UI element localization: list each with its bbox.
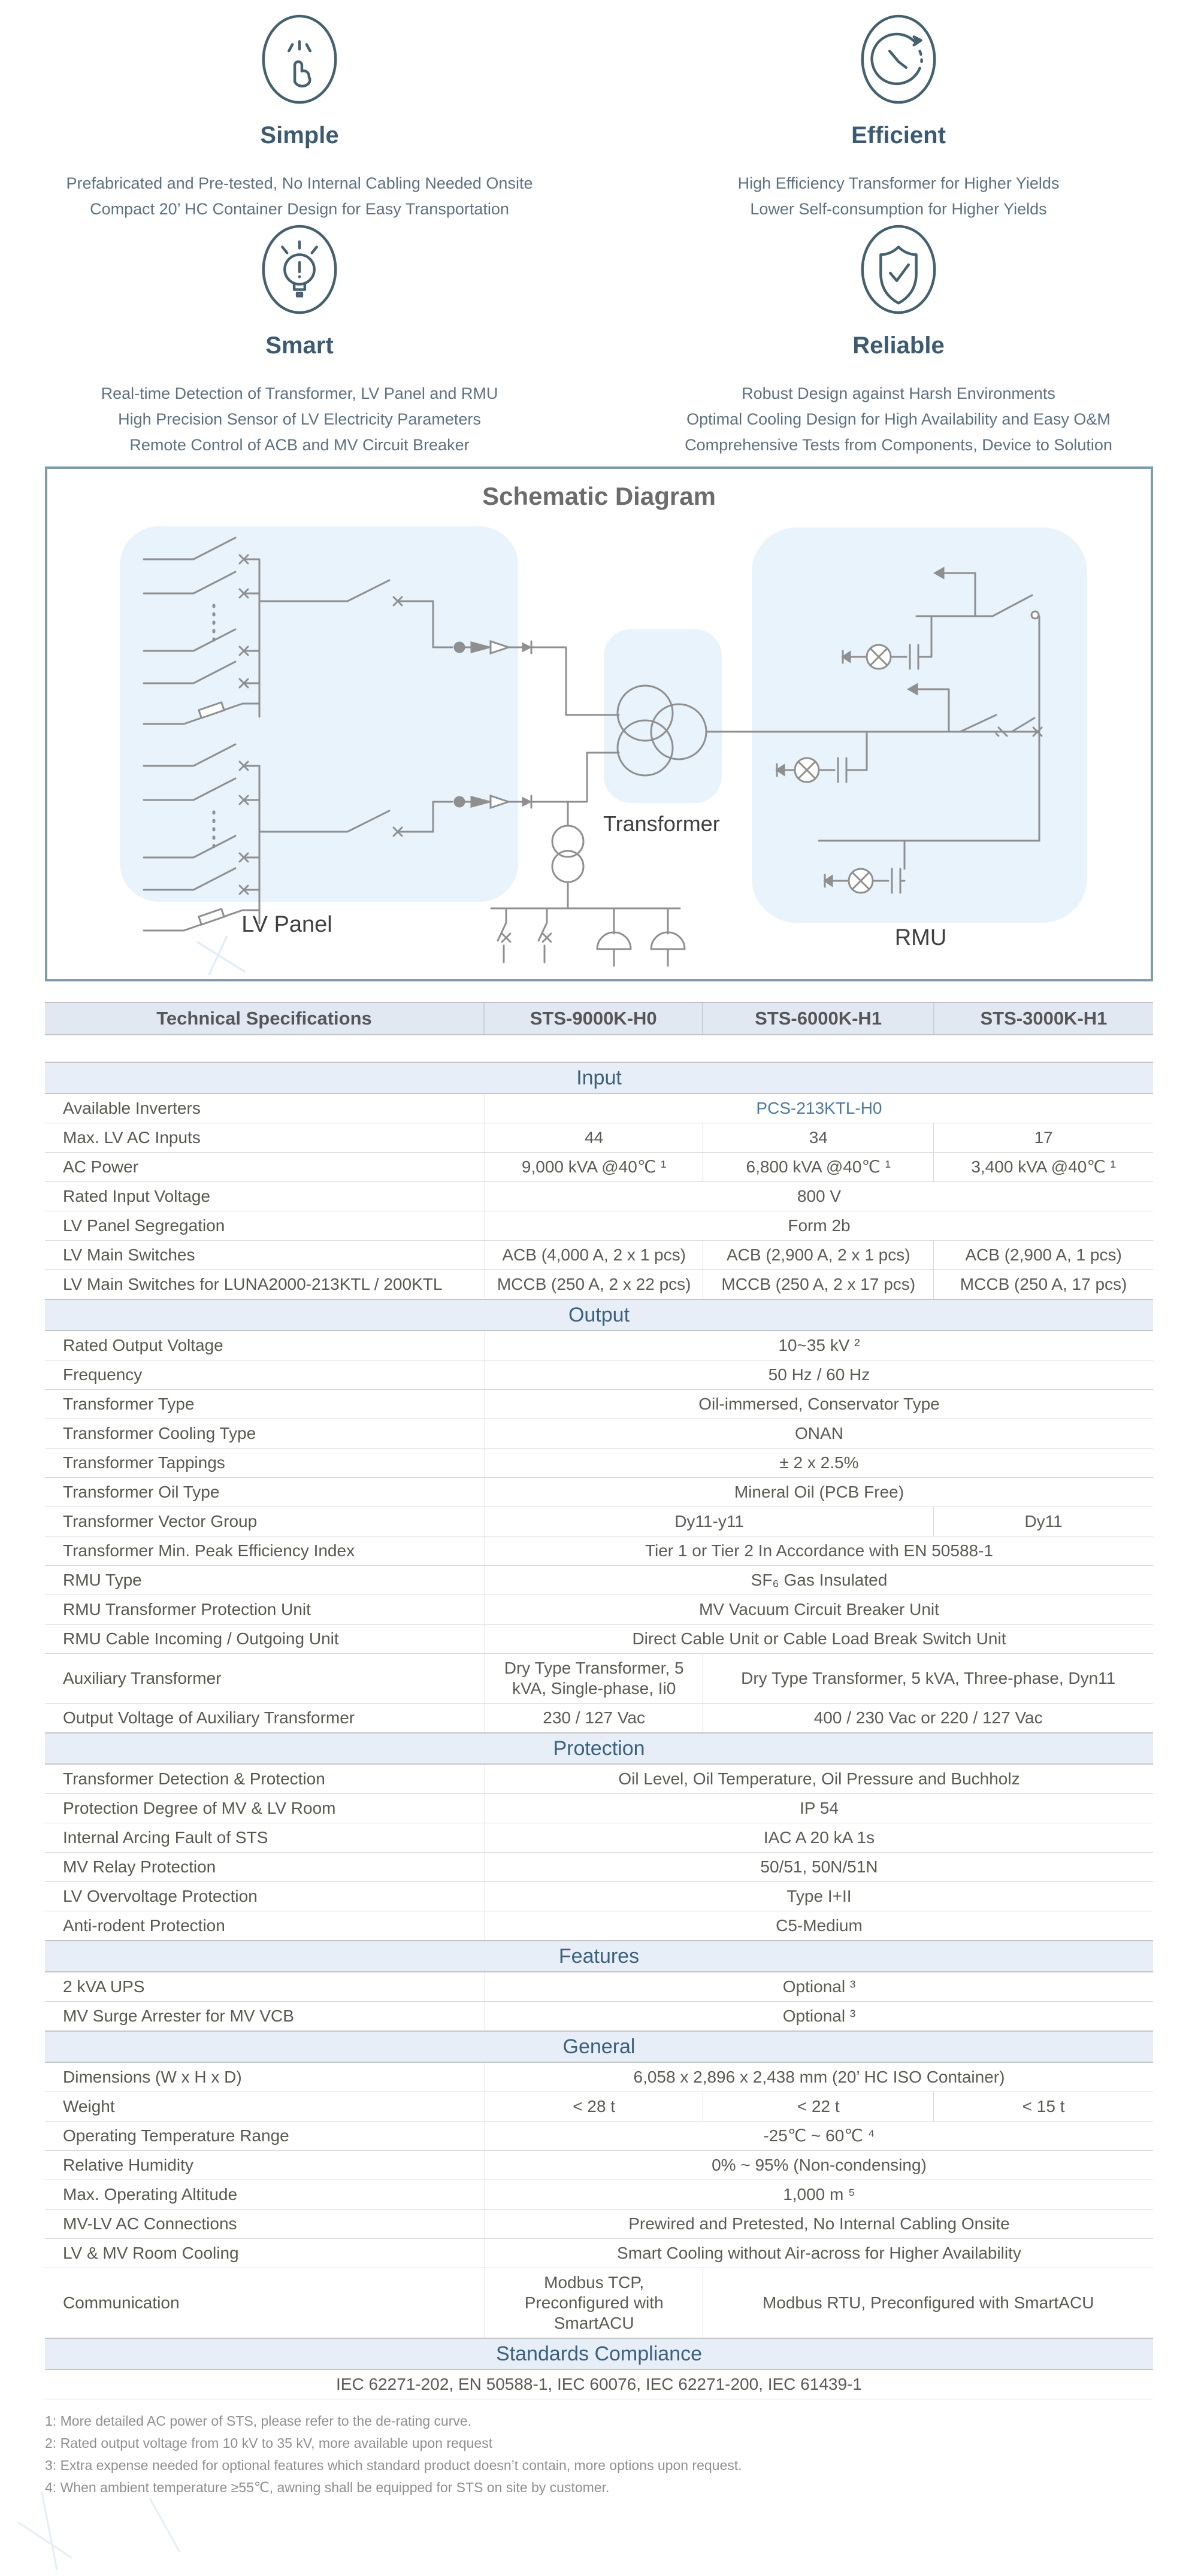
spec-value: 9,000 kVA @40℃ ¹ xyxy=(485,1153,703,1182)
feature-description-line: Remote Control of ACB and MV Circuit Breaker xyxy=(129,436,470,454)
spec-value: < 15 t xyxy=(934,2092,1153,2122)
feature-description-line: High Efficiency Transformer for Higher Yields xyxy=(737,174,1060,192)
spec-label: Transformer Cooling Type xyxy=(45,1419,485,1448)
spec-row xyxy=(45,1882,1153,1911)
spec-row xyxy=(45,2239,1153,2268)
section-header: Output xyxy=(45,1299,1153,1331)
feature-description-line: Real-time Detection of Transformer, LV Panel and RMU xyxy=(101,384,498,402)
spec-value: MCCB (250 A, 17 pcs) xyxy=(934,1270,1153,1300)
spec-value: SF₆ Gas Insulated xyxy=(485,1566,1153,1595)
spec-value: Modbus RTU, Preconfigured with SmartACU xyxy=(703,2268,1153,2339)
footnote-line: 4: When ambient temperature ≥55℃, awning shall be equipped for STS on site by customer. xyxy=(45,2480,610,2495)
spec-row xyxy=(45,1853,1153,1882)
feature-description-line: Compact 20’ HC Container Design for Easy Transportation xyxy=(90,200,509,218)
spec-value: -25℃ ~ 60℃ ⁴ xyxy=(485,2122,1153,2151)
section-header: General xyxy=(45,2031,1153,2062)
spec-row xyxy=(45,2268,1153,2339)
feature-description-line: Prefabricated and Pre-tested, No Internal Cabling Needed Onsite xyxy=(66,174,533,192)
spec-value: 800 V xyxy=(485,1182,1153,1211)
spec-row xyxy=(45,1360,1153,1390)
rmu-region xyxy=(752,528,1087,923)
spec-value: 50 Hz / 60 Hz xyxy=(485,1360,1153,1390)
spec-value: MV Vacuum Circuit Breaker Unit xyxy=(485,1595,1153,1625)
spec-value: 3,400 kVA @40℃ ¹ xyxy=(934,1153,1153,1182)
section-row-general xyxy=(45,2031,1153,2062)
section-row-protection xyxy=(45,1733,1153,1764)
shield-check-icon xyxy=(857,222,940,317)
spec-value: Tier 1 or Tier 2 In Accordance with EN 50588-1 xyxy=(485,1536,1153,1566)
spec-label: RMU Transformer Protection Unit xyxy=(45,1595,485,1625)
watermark-lines-bottom xyxy=(0,2486,216,2576)
spec-row xyxy=(45,1823,1153,1853)
feature-description-line: High Precision Sensor of LV Electricity Parameters xyxy=(118,410,481,428)
feature-description-line: Robust Design against Harsh Environments xyxy=(742,384,1055,402)
spec-row xyxy=(45,1153,1153,1182)
spec-row xyxy=(45,1478,1153,1507)
spec-row xyxy=(45,2122,1153,2151)
spec-value: MCCB (250 A, 2 x 17 pcs) xyxy=(703,1270,934,1300)
spec-label: Anti-rodent Protection xyxy=(45,1911,485,1941)
spec-value: IEC 62271-202, EN 50588-1, IEC 60076, IEC 62271-200, IEC 61439-1 xyxy=(45,2369,1153,2399)
spec-value: 0% ~ 95% (Non-condensing) xyxy=(485,2151,1153,2180)
spec-value: Dry Type Transformer, 5 kVA, Three-phase, Dyn11 xyxy=(703,1654,1153,1704)
efficiency-clock-icon xyxy=(857,12,940,107)
spec-row xyxy=(45,1794,1153,1823)
spec-value: ± 2 x 2.5% xyxy=(485,1448,1153,1478)
spec-row xyxy=(45,1241,1153,1270)
spec-value: IAC A 20 kA 1s xyxy=(485,1823,1153,1853)
spec-value: ACB (4,000 A, 2 x 1 pcs) xyxy=(485,1241,703,1270)
spec-label: Internal Arcing Fault of STS xyxy=(45,1823,485,1853)
spec-value: 34 xyxy=(703,1123,934,1153)
transformer-region xyxy=(604,629,722,803)
section-header: Features xyxy=(45,1941,1153,1972)
spec-row xyxy=(45,1123,1153,1153)
spec-value: Optional ³ xyxy=(485,1972,1153,2002)
section-header: Protection xyxy=(45,1733,1153,1764)
spec-label: Communication xyxy=(45,2268,485,2339)
spec-value: Oil-immersed, Conservator Type xyxy=(485,1390,1153,1419)
spec-row xyxy=(45,2180,1153,2210)
single-line-diagram xyxy=(47,469,1151,979)
section-header: Input xyxy=(45,1062,1153,1093)
spec-value: 6,800 kVA @40℃ ¹ xyxy=(703,1153,934,1182)
header-model-sts-9000k-h0: STS-9000K-H0 xyxy=(483,1003,702,1034)
spec-label: Auxiliary Transformer xyxy=(45,1654,485,1704)
spec-value: Direct Cable Unit or Cable Load Break Switch Unit xyxy=(485,1625,1153,1654)
spec-label: Transformer Oil Type xyxy=(45,1478,485,1507)
spec-value: 10~35 kV ² xyxy=(485,1331,1153,1360)
feature-title: Smart xyxy=(265,332,334,359)
section-row-output xyxy=(45,1299,1153,1331)
spec-row xyxy=(45,1704,1153,1734)
spec-label: RMU Cable Incoming / Outgoing Unit xyxy=(45,1625,485,1654)
spec-value: 400 / 230 Vac or 220 / 127 Vac xyxy=(703,1704,1153,1734)
footnote-line: 3: Extra expense needed for optional features which standard product doesn’t contain, more options upon request. xyxy=(45,2457,742,2473)
spec-row xyxy=(45,2092,1153,2122)
footnote-line: 1: More detailed AC power of STS, please refer to the de-rating curve. xyxy=(45,2413,472,2429)
section-row-features xyxy=(45,1941,1153,1972)
feature-description-line: Comprehensive Tests from Components, Device to Solution xyxy=(685,436,1112,454)
spec-label: Transformer Min. Peak Efficiency Index xyxy=(45,1536,485,1566)
spec-value: ACB (2,900 A, 1 pcs) xyxy=(934,1241,1153,1270)
spec-label: Max. LV AC Inputs xyxy=(45,1123,485,1153)
spec-label: Frequency xyxy=(45,1360,485,1390)
spec-label: Transformer Type xyxy=(45,1390,485,1419)
spec-label: Transformer Detection & Protection xyxy=(45,1764,485,1794)
feature-description-line: Lower Self-consumption for Higher Yields xyxy=(750,200,1047,218)
feature-card-simple xyxy=(0,12,599,222)
spec-value: 50/51, 50N/51N xyxy=(485,1853,1153,1882)
spec-row xyxy=(45,2210,1153,2239)
spec-label: LV Main Switches for LUNA2000-213KTL / 200KTL xyxy=(45,1270,485,1300)
spec-value: Type I+II xyxy=(485,1882,1153,1911)
spec-label: LV Main Switches xyxy=(45,1241,485,1270)
feature-title: Reliable xyxy=(852,332,945,359)
section-row-standards-compliance xyxy=(45,2338,1153,2369)
lv-panel-label: LV Panel xyxy=(241,912,332,937)
spec-row xyxy=(45,1764,1153,1794)
spec-value: ACB (2,900 A, 2 x 1 pcs) xyxy=(703,1241,934,1270)
section-row-input xyxy=(45,1062,1153,1093)
spec-label: Weight xyxy=(45,2092,485,2122)
spec-label: MV Relay Protection xyxy=(45,1853,485,1882)
spec-value: 230 / 127 Vac xyxy=(485,1704,703,1734)
technical-specifications xyxy=(45,1002,1153,2399)
spec-value: 6,058 x 2,896 x 2,438 mm (20’ HC ISO Container) xyxy=(485,2062,1153,2092)
spec-label: Rated Output Voltage xyxy=(45,1331,485,1360)
spec-value: ONAN xyxy=(485,1419,1153,1448)
spec-row xyxy=(45,2002,1153,2032)
footnote-line: 2: Rated output voltage from 10 kV to 35 kV, more available upon request xyxy=(45,2435,493,2451)
spec-value: 1,000 m ⁵ xyxy=(485,2180,1153,2210)
spec-row xyxy=(45,1625,1153,1654)
feature-card-reliable xyxy=(599,222,1198,458)
spec-row xyxy=(45,1182,1153,1211)
spec-label: Transformer Tappings xyxy=(45,1448,485,1478)
feature-card-smart xyxy=(0,222,599,458)
spec-value: 44 xyxy=(485,1123,703,1153)
watermark-lines xyxy=(197,936,245,975)
spec-row xyxy=(45,1972,1153,2002)
spec-row xyxy=(45,1270,1153,1300)
header-technical-specifications: Technical Specifications xyxy=(156,1008,372,1029)
spec-row xyxy=(45,1093,1153,1123)
spec-label: LV Overvoltage Protection xyxy=(45,1882,485,1911)
spec-row xyxy=(45,1654,1153,1704)
spec-value: Optional ³ xyxy=(485,2002,1153,2032)
feature-description xyxy=(0,171,599,222)
spec-value: Smart Cooling without Air-across for Higher Availability xyxy=(485,2239,1153,2268)
spec-label: Available Inverters xyxy=(45,1093,485,1123)
spec-value: Dy11-y11 xyxy=(485,1507,933,1536)
feature-title: Efficient xyxy=(851,122,946,149)
spec-value: Dry Type Transformer, 5 kVA, Single-phase, Ii0 xyxy=(485,1654,703,1704)
spec-value: Dy11 xyxy=(934,1507,1153,1536)
spec-value: IP 54 xyxy=(485,1794,1153,1823)
spec-label: Protection Degree of MV & LV Room xyxy=(45,1794,485,1823)
spec-label: Output Voltage of Auxiliary Transformer xyxy=(45,1704,485,1734)
spec-value: < 28 t xyxy=(485,2092,703,2122)
spec-row xyxy=(45,1448,1153,1478)
feature-description-line: Optimal Cooling Design for High Availability and Easy O&M xyxy=(686,410,1111,428)
feature-title: Simple xyxy=(260,122,339,149)
snap-finger-icon xyxy=(258,12,341,107)
spec-label: 2 kVA UPS xyxy=(45,1972,485,2002)
spec-table xyxy=(45,1062,1153,2399)
spec-row xyxy=(45,1331,1153,1360)
transformer-label: Transformer xyxy=(603,811,720,836)
header-model-sts-6000k-h1: STS-6000K-H1 xyxy=(702,1003,933,1034)
spec-row xyxy=(45,1419,1153,1448)
spec-label: Operating Temperature Range xyxy=(45,2122,485,2151)
spec-label: Max. Operating Altitude xyxy=(45,2180,485,2210)
spec-table-header xyxy=(45,1002,1153,1035)
spec-label: Rated Input Voltage xyxy=(45,1182,485,1211)
spec-row xyxy=(45,2062,1153,2092)
spec-value: Mineral Oil (PCB Free) xyxy=(485,1478,1153,1507)
spec-label: MV-LV AC Connections xyxy=(45,2210,485,2239)
feature-description xyxy=(0,381,599,458)
feature-card-efficient xyxy=(599,12,1198,222)
spec-label: MV Surge Arrester for MV VCB xyxy=(45,2002,485,2032)
spec-row xyxy=(45,1595,1153,1625)
header-model-sts-3000k-h1: STS-3000K-H1 xyxy=(933,1003,1153,1034)
feature-highlights xyxy=(0,0,1198,458)
schematic-diagram-panel xyxy=(45,466,1153,981)
spec-label: RMU Type xyxy=(45,1566,485,1595)
lv-panel-region xyxy=(120,526,518,902)
spec-value: Prewired and Pretested, No Internal Cabling Onsite xyxy=(485,2210,1153,2239)
spec-value: Modbus TCP, Preconfigured with SmartACU xyxy=(485,2268,703,2339)
spec-row xyxy=(45,2369,1153,2399)
spec-row xyxy=(45,1536,1153,1566)
spec-label: Transformer Vector Group xyxy=(45,1507,485,1536)
spec-label: LV Panel Segregation xyxy=(45,1211,485,1241)
spec-value: 17 xyxy=(934,1123,1153,1153)
spec-value: < 22 t xyxy=(703,2092,934,2122)
spec-row xyxy=(45,2151,1153,2180)
spec-row xyxy=(45,1211,1153,1241)
footnotes xyxy=(45,2410,1153,2499)
spec-row xyxy=(45,1911,1153,1941)
feature-description xyxy=(599,171,1198,222)
rmu-label: RMU xyxy=(894,925,947,950)
spec-row xyxy=(45,1390,1153,1419)
spec-value: C5-Medium xyxy=(485,1911,1153,1941)
spec-row xyxy=(45,1507,1153,1536)
spec-value: MCCB (250 A, 2 x 22 pcs) xyxy=(485,1270,703,1300)
smart-bulb-icon xyxy=(258,222,341,317)
section-header: Standards Compliance xyxy=(45,2338,1153,2369)
spec-value: Oil Level, Oil Temperature, Oil Pressure and Buchholz xyxy=(485,1764,1153,1794)
spec-row xyxy=(45,1566,1153,1595)
feature-description xyxy=(599,381,1198,458)
spec-label: Relative Humidity xyxy=(45,2151,485,2180)
schematic-title: Schematic Diagram xyxy=(482,482,716,510)
spec-label: LV & MV Room Cooling xyxy=(45,2239,485,2268)
spec-value: Form 2b xyxy=(485,1211,1153,1241)
spec-value: PCS-213KTL-H0 xyxy=(485,1093,1153,1123)
spec-label: Dimensions (W x H x D) xyxy=(45,2062,485,2092)
spec-label: AC Power xyxy=(45,1153,485,1182)
